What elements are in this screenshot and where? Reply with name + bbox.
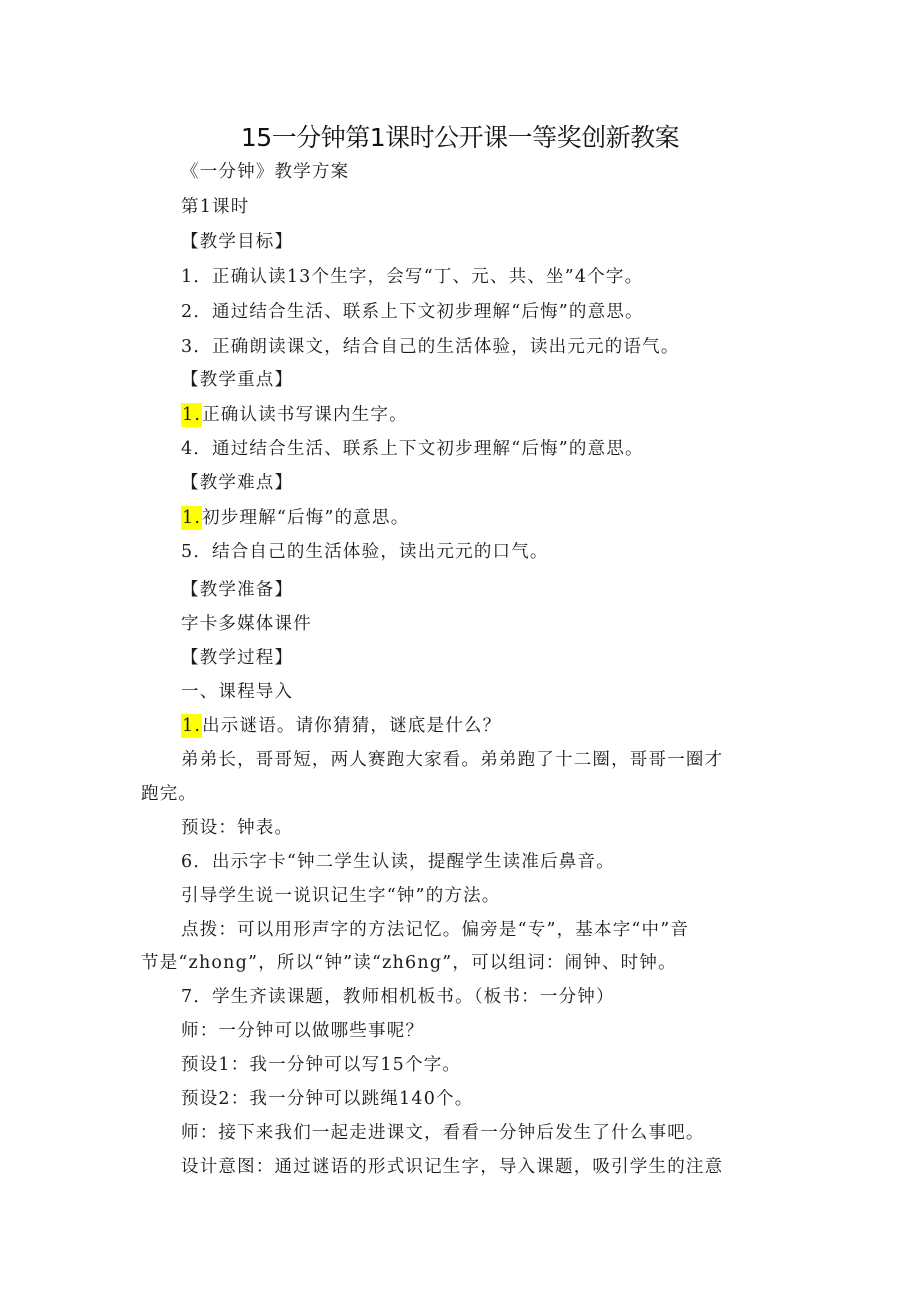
doc-line — [181, 918, 689, 942]
doc-line — [181, 884, 501, 908]
highlighted-number: 1. — [182, 405, 202, 425]
doc-line — [181, 1121, 705, 1145]
highlighted-number: 1. — [182, 508, 202, 528]
line-text: 【教学过程】 — [181, 648, 294, 668]
section-heading — [181, 646, 293, 670]
line-text: 预设2：我一分钟可以跳绳140个。 — [181, 1089, 474, 1109]
line-text: 师：一分钟可以做哪些事呢？ — [181, 1021, 425, 1041]
section-heading — [181, 230, 293, 254]
line-text: 正确认读书写课内生字。 — [202, 405, 408, 425]
line-text: 1．正确认读13个生字，会写“丁、元、共、坐”4个字。 — [181, 267, 644, 287]
document-title: 15一分钟第1课时公开课一等奖创新教案 — [240, 123, 680, 152]
doc-line — [181, 680, 293, 704]
line-text: 《一分钟》教学方案 — [181, 162, 350, 182]
doc-line — [181, 265, 643, 289]
line-text: 5．结合自己的生活体验，读出元元的口气。 — [181, 542, 549, 562]
section-heading — [181, 368, 293, 392]
doc-line — [181, 714, 501, 738]
line-text: 第1课时 — [181, 197, 250, 217]
doc-line — [181, 612, 312, 636]
line-text: 一、课程导入 — [181, 682, 294, 702]
doc-line — [181, 437, 644, 461]
line-text: 【教学重点】 — [181, 370, 294, 390]
doc-line — [181, 985, 615, 1009]
doc-line — [141, 782, 197, 806]
line-text: 7．学生齐读课题，教师相机板书。（板书：一分钟） — [181, 987, 615, 1007]
doc-line — [181, 195, 249, 219]
doc-line — [181, 506, 409, 530]
doc-line — [181, 300, 644, 324]
line-text: 6．出示字卡“钟二学生认读，提醒学生读准后鼻音。 — [181, 852, 615, 872]
doc-line — [181, 1087, 473, 1111]
line-text: 初步理解“后悔”的意思。 — [202, 508, 410, 528]
doc-subtitle — [181, 160, 349, 184]
line-text: 点拨：可以用形声字的方法记忆。偏旁是“专”，基本字“中”音 — [181, 920, 690, 940]
doc-line — [181, 816, 293, 840]
line-text: 【教学难点】 — [181, 473, 294, 493]
doc-line — [181, 540, 549, 564]
doc-line — [181, 335, 680, 359]
section-heading — [181, 578, 293, 602]
line-text: 【教学目标】 — [181, 232, 294, 252]
section-heading — [181, 471, 293, 495]
line-text: 2．通过结合生活、联系上下文初步理解“后悔”的意思。 — [181, 302, 644, 322]
line-text: 字卡多媒体课件 — [181, 614, 312, 634]
line-text: 设计意图：通过谜语的形式识记生字，导入课题，吸引学生的注意 — [181, 1157, 724, 1177]
line-text: 出示谜语。请你猜猜，谜底是什么？ — [202, 716, 502, 736]
doc-line — [181, 403, 408, 427]
line-text: 【教学准备】 — [181, 580, 294, 600]
doc-line — [181, 1019, 424, 1043]
doc-line — [181, 1155, 723, 1179]
line-text: 引导学生说一说识记生字“钟”的方法。 — [181, 886, 501, 906]
line-text: 弟弟长，哥哥短，两人赛跑大家看。弟弟跑了十二圈，哥哥一圈才 — [181, 750, 724, 770]
line-text: 预设1：我一分钟可以写15个字。 — [181, 1055, 462, 1075]
doc-line — [141, 951, 677, 975]
line-text: 4．通过结合生活、联系上下文初步理解“后悔”的意思。 — [181, 439, 644, 459]
doc-line — [181, 748, 723, 772]
doc-line — [181, 1053, 461, 1077]
line-text: 跑完。 — [141, 784, 198, 804]
line-text: 节是“zhong”，所以“钟”读“zh6ng”，可以组词：闹钟、时钟。 — [141, 953, 677, 973]
doc-line — [181, 850, 615, 874]
highlighted-number: 1. — [182, 716, 202, 736]
line-text: 预设：钟表。 — [181, 818, 294, 838]
line-text: 师：接下来我们一起走进课文，看看一分钟后发生了什么事吧。 — [181, 1123, 705, 1143]
line-text: 3．正确朗读课文，结合自己的生活体验，读出元元的语气。 — [181, 337, 680, 357]
